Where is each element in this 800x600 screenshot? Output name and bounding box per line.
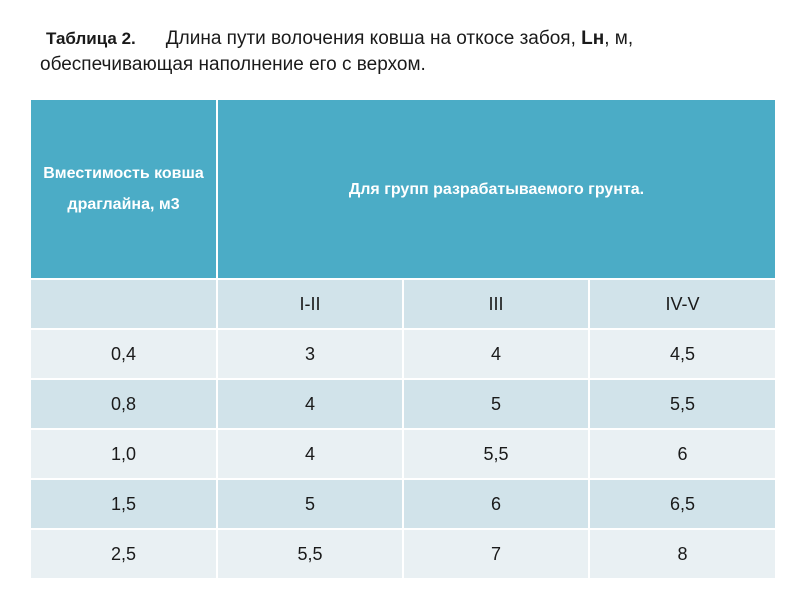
table-cell: 7: [403, 529, 589, 578]
table-row: [31, 379, 775, 429]
table-cell: 1,5: [31, 479, 217, 529]
table-row: [31, 479, 775, 529]
table-row: [31, 529, 775, 578]
table-cell: 5,5: [403, 429, 589, 479]
table-cell: 2,5: [31, 529, 217, 578]
table-cell: 4: [403, 329, 589, 379]
subheader-cell: [31, 279, 217, 329]
table-cell: 0,4: [31, 329, 217, 379]
data-table: [31, 100, 775, 578]
table-cell: 6,5: [589, 479, 775, 529]
header-row: [31, 100, 775, 279]
table-cell: 1,0: [31, 429, 217, 479]
table-cell: 4,5: [589, 329, 775, 379]
header-capacity: Вместимость ковша драглайна, м3: [31, 100, 217, 279]
subheader-cell: III: [403, 279, 589, 329]
caption-symbol: Lн: [581, 28, 605, 49]
table-row: [31, 329, 775, 379]
table-cell: 4: [217, 379, 403, 429]
table-caption: [40, 26, 760, 78]
caption-text-part2: , м, обеспечивающая наполнение его с верхом.: [40, 28, 634, 75]
table-cell: 5,5: [589, 379, 775, 429]
subheader-cell: I-II: [217, 279, 403, 329]
table-cell: 5: [217, 479, 403, 529]
header-soil-groups: Для групп разрабатываемого грунта.: [217, 100, 775, 279]
table-row: [31, 429, 775, 479]
subheader-row: [31, 279, 775, 329]
table-cell: 5: [403, 379, 589, 429]
table-cell: 8: [589, 529, 775, 578]
caption-text-part1: Длина пути волочения ковша на откосе забоя,: [165, 28, 582, 49]
subheader-cell: IV-V: [589, 279, 775, 329]
table-cell: 0,8: [31, 379, 217, 429]
table-cell: 6: [589, 429, 775, 479]
table-cell: 3: [217, 329, 403, 379]
table-cell: 4: [217, 429, 403, 479]
caption-label: Таблица 2.: [46, 29, 136, 48]
table-cell: 6: [403, 479, 589, 529]
table-cell: 5,5: [217, 529, 403, 578]
